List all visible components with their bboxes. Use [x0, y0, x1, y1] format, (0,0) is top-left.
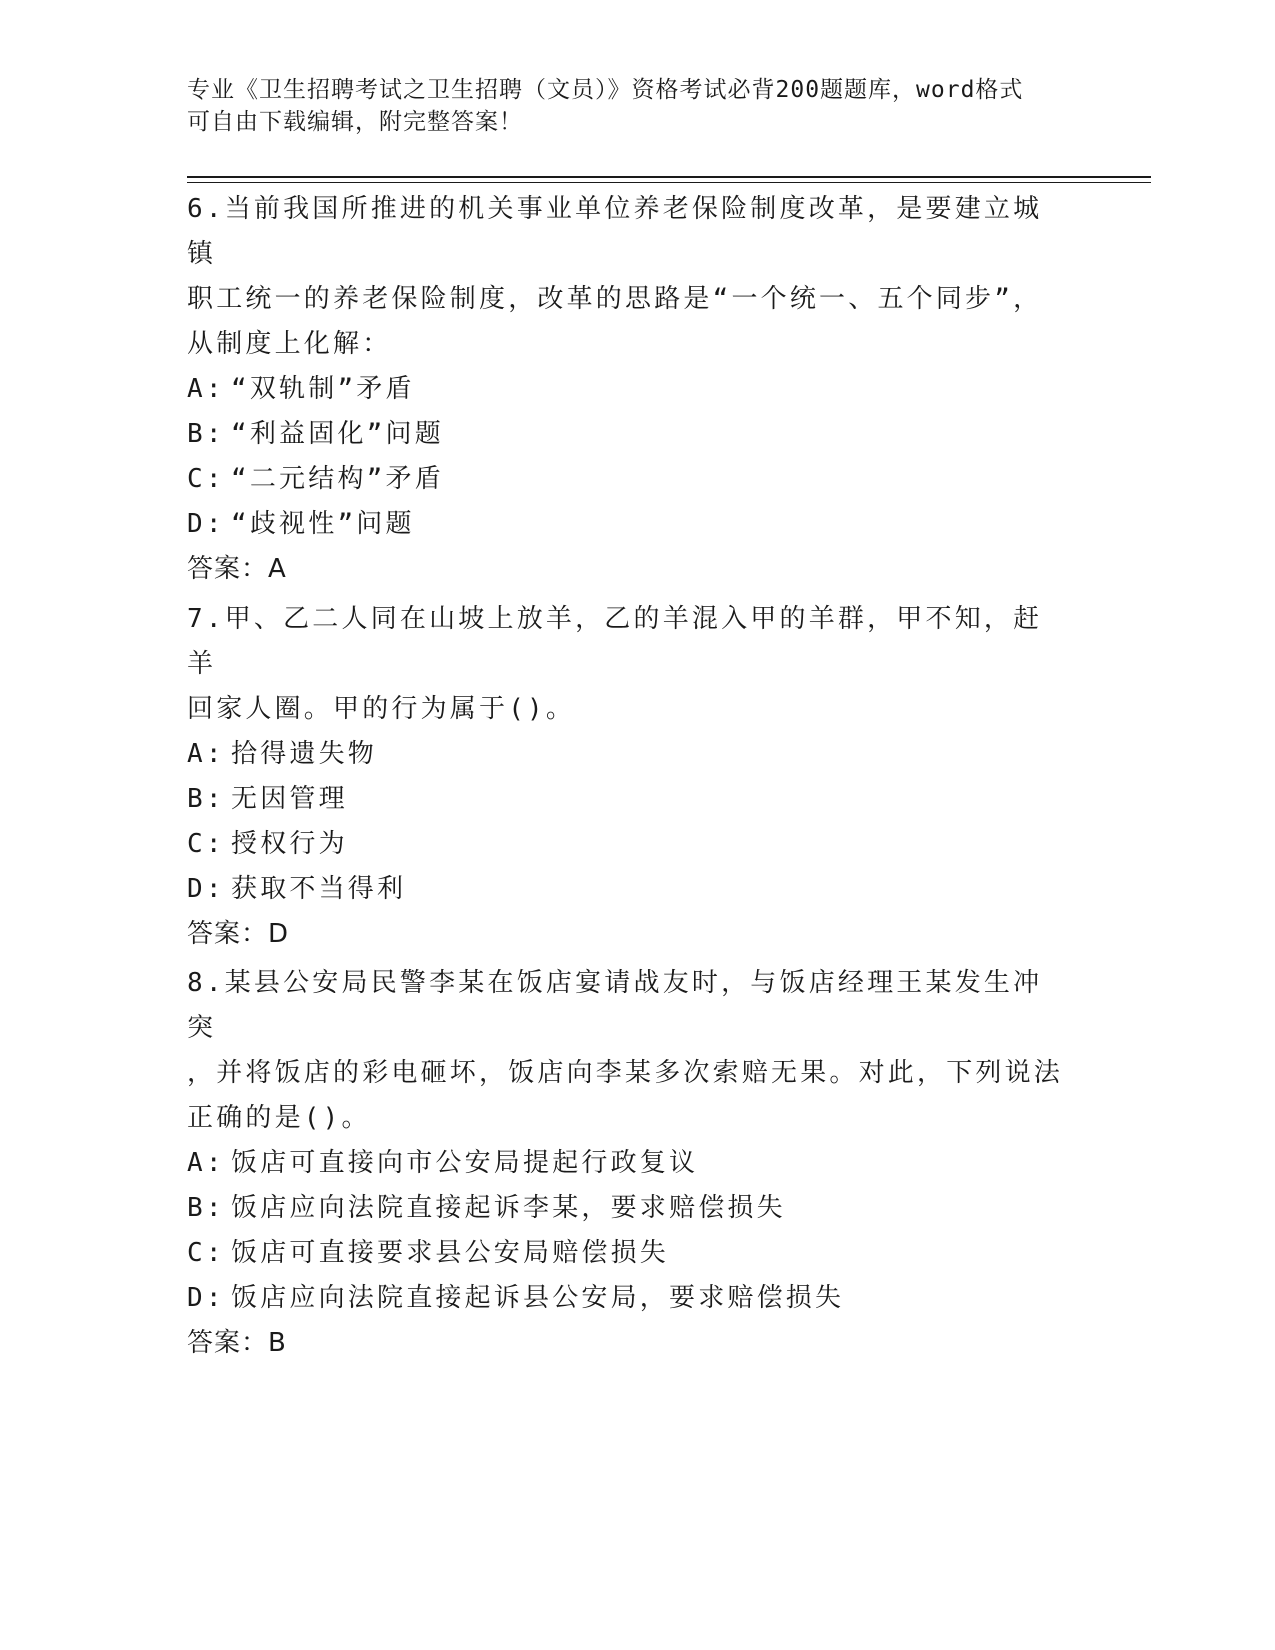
- option-key: D:: [187, 509, 225, 539]
- answer-line: 答案：D: [187, 919, 290, 949]
- option-key: C:: [187, 464, 225, 494]
- answer-line: 答案：B: [187, 1328, 287, 1358]
- option-key: D:: [187, 874, 225, 904]
- option-key: A:: [187, 374, 225, 404]
- option-text: “二元结构”矛盾: [231, 464, 444, 494]
- header-divider-thin: [187, 182, 1151, 183]
- header-line-1: 专业《卫生招聘考试之卫生招聘（文员）》资格考试必背200题题库，word格式: [187, 77, 1024, 103]
- question-7: [187, 597, 1067, 957]
- option-text: 拾得遗失物: [231, 739, 378, 769]
- option-b: [187, 777, 1067, 822]
- question-stem-line: ，并将饭店的彩电砸坏，饭店向李某多次索赔无果。对此，下列说法: [187, 1058, 1064, 1088]
- answer-line: 答案：A: [187, 554, 287, 584]
- document-header: [187, 74, 1087, 138]
- option-c: [187, 457, 1067, 502]
- option-a: [187, 1141, 1067, 1186]
- question-stem-line: 回家人圈。甲的行为属于()。: [187, 694, 576, 724]
- question-stem-line: 8.某县公安局民警李某在饭店宴请战友时，与饭店经理王某发生冲突: [187, 968, 1043, 1043]
- option-key: C:: [187, 829, 225, 859]
- option-text: 饭店应向法院直接起诉李某，要求赔偿损失: [231, 1193, 786, 1223]
- option-b: [187, 412, 1067, 457]
- question-6: [187, 187, 1067, 592]
- option-key: D:: [187, 1283, 225, 1313]
- option-text: 饭店应向法院直接起诉县公安局，要求赔偿损失: [231, 1283, 845, 1313]
- question-stem-line: 7.甲、乙二人同在山坡上放羊，乙的羊混入甲的羊群，甲不知，赶羊: [187, 604, 1043, 679]
- option-key: B:: [187, 784, 225, 814]
- option-text: “歧视性”问题: [231, 509, 415, 539]
- option-text: 无因管理: [231, 784, 348, 814]
- question-stem-line: 6.当前我国所推进的机关事业单位养老保险制度改革，是要建立城镇: [187, 194, 1043, 269]
- option-a: [187, 732, 1067, 777]
- option-text: “双轨制”矛盾: [231, 374, 415, 404]
- option-d: [187, 867, 1067, 912]
- option-d: [187, 502, 1067, 547]
- option-c: [187, 1231, 1067, 1276]
- option-key: A:: [187, 1148, 225, 1178]
- option-b: [187, 1186, 1067, 1231]
- question-stem-line: 从制度上化解：: [187, 329, 392, 359]
- option-text: 授权行为: [231, 829, 348, 859]
- question-8: [187, 961, 1067, 1366]
- option-text: 饭店可直接向市公安局提起行政复议: [231, 1148, 699, 1178]
- question-stem-line: 职工统一的养老保险制度，改革的思路是“一个统一、五个同步”，: [187, 284, 1043, 314]
- option-d: [187, 1276, 1067, 1321]
- option-key: C:: [187, 1238, 225, 1268]
- option-text: 饭店可直接要求县公安局赔偿损失: [231, 1238, 670, 1268]
- option-a: [187, 367, 1067, 412]
- header-line-2: 可自由下载编辑，附完整答案！: [187, 109, 523, 135]
- option-key: A:: [187, 739, 225, 769]
- option-c: [187, 822, 1067, 867]
- header-divider-thick: [187, 176, 1151, 178]
- option-text: “利益固化”问题: [231, 419, 444, 449]
- option-text: 获取不当得利: [231, 874, 407, 904]
- option-key: B:: [187, 1193, 225, 1223]
- option-key: B:: [187, 419, 225, 449]
- question-stem-line: 正确的是()。: [187, 1103, 371, 1133]
